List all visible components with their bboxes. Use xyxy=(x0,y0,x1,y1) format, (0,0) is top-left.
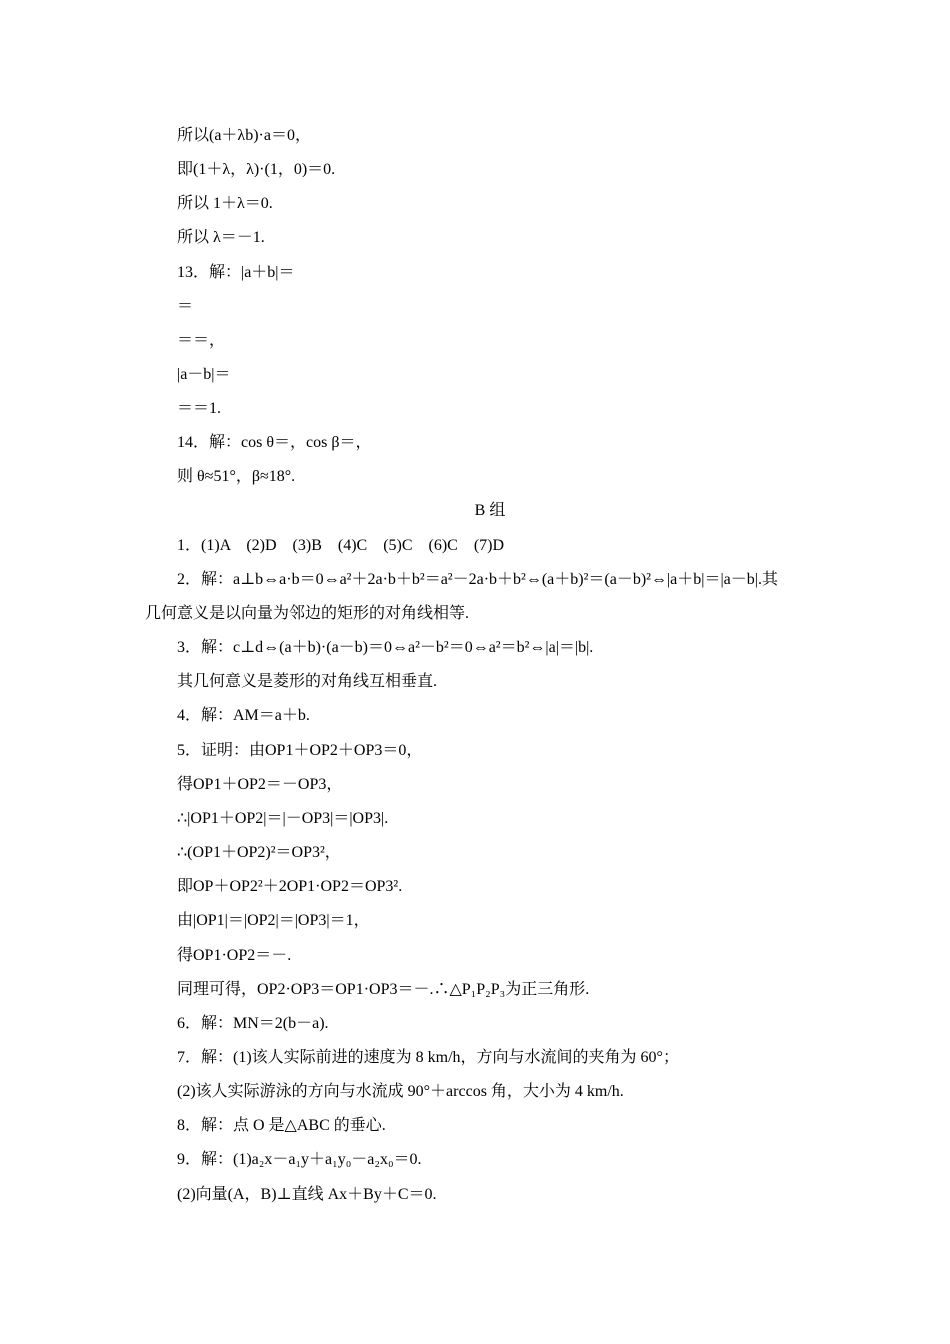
text-line: 所以(a＋λb)·a＝0， xyxy=(177,127,311,144)
text-line: 9．解：(1)a₂x－a₁y＋a₁y₀－a₂x₀＝0. xyxy=(177,1151,422,1168)
text-line: 由|OP1|＝|OP2|＝|OP3|＝1， xyxy=(177,912,370,929)
text-line: 则 θ≈51°，β≈18°. xyxy=(177,468,296,485)
text-line: 几何意义是以向量为邻边的矩形的对角线相等. xyxy=(145,605,470,622)
text-line: 2．解：a⊥b⇔a·b＝0⇔a²＋2a·b＋b²＝a²－2a·b＋b²⇔(a＋b)²＝(a－b)²⇔|a＋b|＝|a－b|.其 xyxy=(177,571,778,588)
text-line: 6．解：MN＝2(b－a). xyxy=(177,1015,329,1032)
text-line: 得OP1＋OP2＝－OP3， xyxy=(177,776,343,793)
section-heading: B 组 xyxy=(474,502,506,519)
text-line: 其几何意义是菱形的对角线互相垂直. xyxy=(177,673,438,690)
text-line: ＝＝， xyxy=(177,332,226,349)
text-line: |a－b|＝ xyxy=(177,366,231,383)
text-line: 5．证明：由OP1＋OP2＋OP3＝0， xyxy=(177,742,423,759)
text-line: 同理可得，OP2·OP3＝OP1·OP3＝－.∴△P₁P₂P₃为正三角形. xyxy=(177,981,590,998)
text-line: 得OP1·OP2＝－. xyxy=(177,947,292,964)
text-line: 即(1＋λ，λ)·(1，0)＝0. xyxy=(177,161,336,178)
text-line: 1．(1)A (2)D (3)B (4)C (5)C (6)C (7)D xyxy=(177,537,505,554)
text-line: 8．解：点 O 是△ABC 的垂心. xyxy=(177,1117,386,1134)
text-line: 13．解：|a＋b|＝ xyxy=(177,264,295,281)
text-line: 3．解：c⊥d⇔(a＋b)·(a－b)＝0⇔a²－b²＝0⇔a²＝b²⇔|a|＝|b|. xyxy=(177,639,594,656)
text-line: 4．解：AM＝a＋b. xyxy=(177,707,310,724)
text-line: ∴|OP1＋OP2|＝|－OP3|＝|OP3|. xyxy=(177,810,389,827)
text-line: ＝＝1. xyxy=(177,400,222,417)
text-line: 所以 λ＝－1. xyxy=(177,229,265,246)
text-line: (2)该人实际游泳的方向与水流成 90°＋arccos 角，大小为 4 km/h. xyxy=(177,1083,624,1100)
text-line: 所以 1＋λ＝0. xyxy=(177,195,273,212)
text-line: 即OP＋OP2²＋2OP1·OP2＝OP3². xyxy=(177,878,403,895)
text-line: ∴(OP1＋OP2)²＝OP3²， xyxy=(177,844,341,861)
text-line: ＝ xyxy=(177,298,194,315)
text-line: 7．解：(1)该人实际前进的速度为 8 km/h，方向与水流间的夹角为 60°； xyxy=(177,1049,679,1066)
text-line: 14．解：cos θ＝，cos β＝， xyxy=(177,434,372,451)
text-line: (2)向量(A，B)⊥直线 Ax＋By＋C＝0. xyxy=(177,1186,437,1203)
